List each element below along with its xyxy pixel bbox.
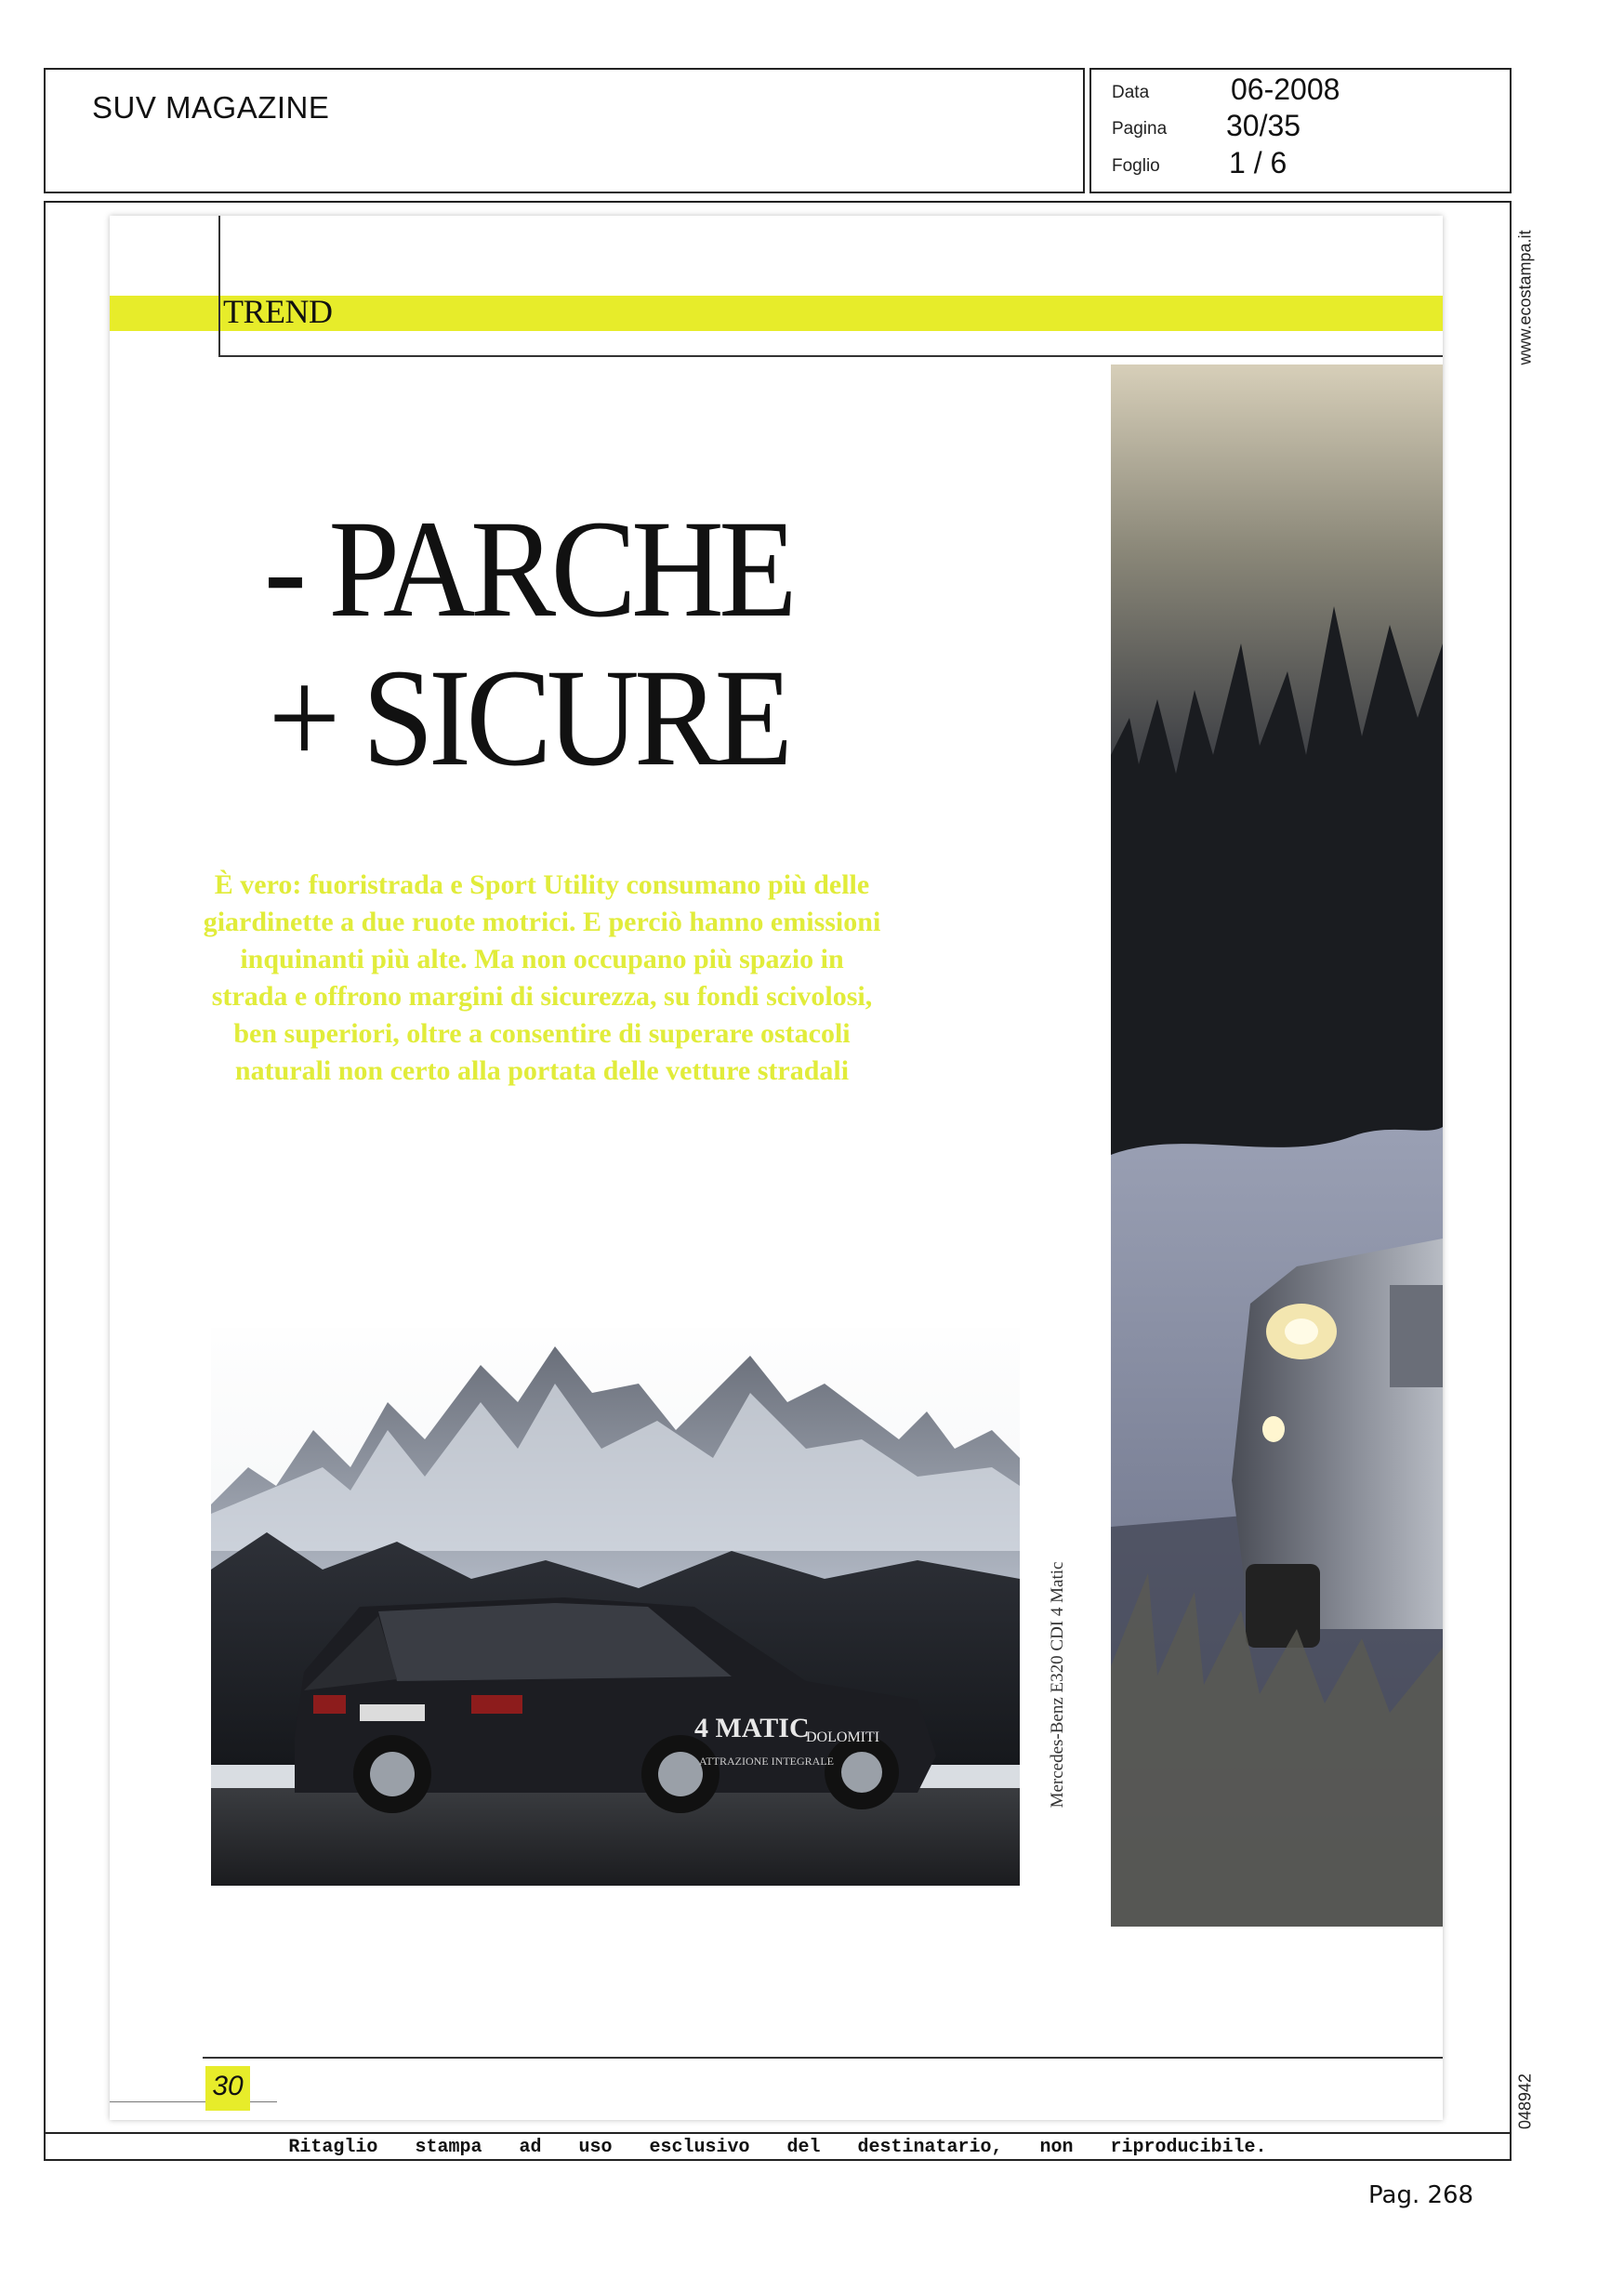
meta-foglio-label: Foglio bbox=[1112, 156, 1160, 176]
footer-note: Ritaglio stampa ad uso esclusivo del destinatario, non riproducibile. bbox=[288, 2137, 1267, 2158]
suv-forest-photo bbox=[1111, 364, 1443, 1927]
meta-pagina-label: Pagina bbox=[1112, 119, 1168, 139]
footer-divider bbox=[46, 2132, 1510, 2134]
section-rule-vertical bbox=[218, 216, 220, 355]
photo-caption: Mercedes-Benz E320 CDI 4 Matic bbox=[1048, 1561, 1067, 1809]
footer-page: Pag. 268 bbox=[1368, 2181, 1474, 2209]
article-lead: È vero: fuoristrada e Sport Utility consumano più delle giardinette a due ruote motrici. E perciò hanno emissioni inquinanti più alte. Ma non occupano più spazio in strada e offrono margini di sicurezza, su fondi scivolosi, ben superiori, oltre a consentire di superare ostacoli naturali non certo alla portata delle vetture stradali bbox=[203, 869, 881, 1086]
meta-data-label: Data bbox=[1112, 83, 1150, 102]
meta-foglio-row bbox=[1112, 146, 1502, 180]
header-meta-box bbox=[1089, 68, 1512, 193]
website-text: www.ecostampa.it bbox=[1515, 230, 1535, 365]
title-line-1: - PARCHE bbox=[263, 492, 793, 646]
clipping-code: 048942 bbox=[1515, 2073, 1535, 2130]
publication-name: SUV MAGAZINE bbox=[92, 90, 330, 125]
meta-pagina-row bbox=[1112, 109, 1502, 143]
website-vertical bbox=[1510, 205, 1541, 391]
page-bottom-rule bbox=[203, 2057, 1443, 2059]
meta-data-value: 06-2008 bbox=[1231, 73, 1340, 106]
photo-caption-vertical bbox=[1039, 1561, 1076, 1809]
meta-data-row bbox=[1112, 75, 1502, 107]
section-label: TREND bbox=[223, 293, 333, 330]
meta-foglio-value: 1 / 6 bbox=[1229, 146, 1287, 179]
title-line-2: + SICURE bbox=[268, 641, 788, 795]
page-bottom-rule-left bbox=[110, 2101, 277, 2102]
car-mountain-photo bbox=[211, 1328, 1020, 1886]
car-badge-dolomiti: DOLOMITI bbox=[806, 1729, 880, 1745]
car-badge-slogan: ATTRAZIONE INTEGRALE bbox=[699, 1755, 834, 1768]
car-badge-matic: 4 MATIC bbox=[694, 1713, 810, 1743]
meta-pagina-value: 30/35 bbox=[1226, 109, 1301, 142]
section-rule-horizontal bbox=[218, 355, 1443, 357]
magazine-page bbox=[110, 216, 1443, 2120]
header-publication-box bbox=[44, 68, 1085, 193]
code-vertical bbox=[1510, 2055, 1541, 2148]
article-title bbox=[229, 492, 827, 795]
page-number: 30 bbox=[212, 2071, 244, 2101]
